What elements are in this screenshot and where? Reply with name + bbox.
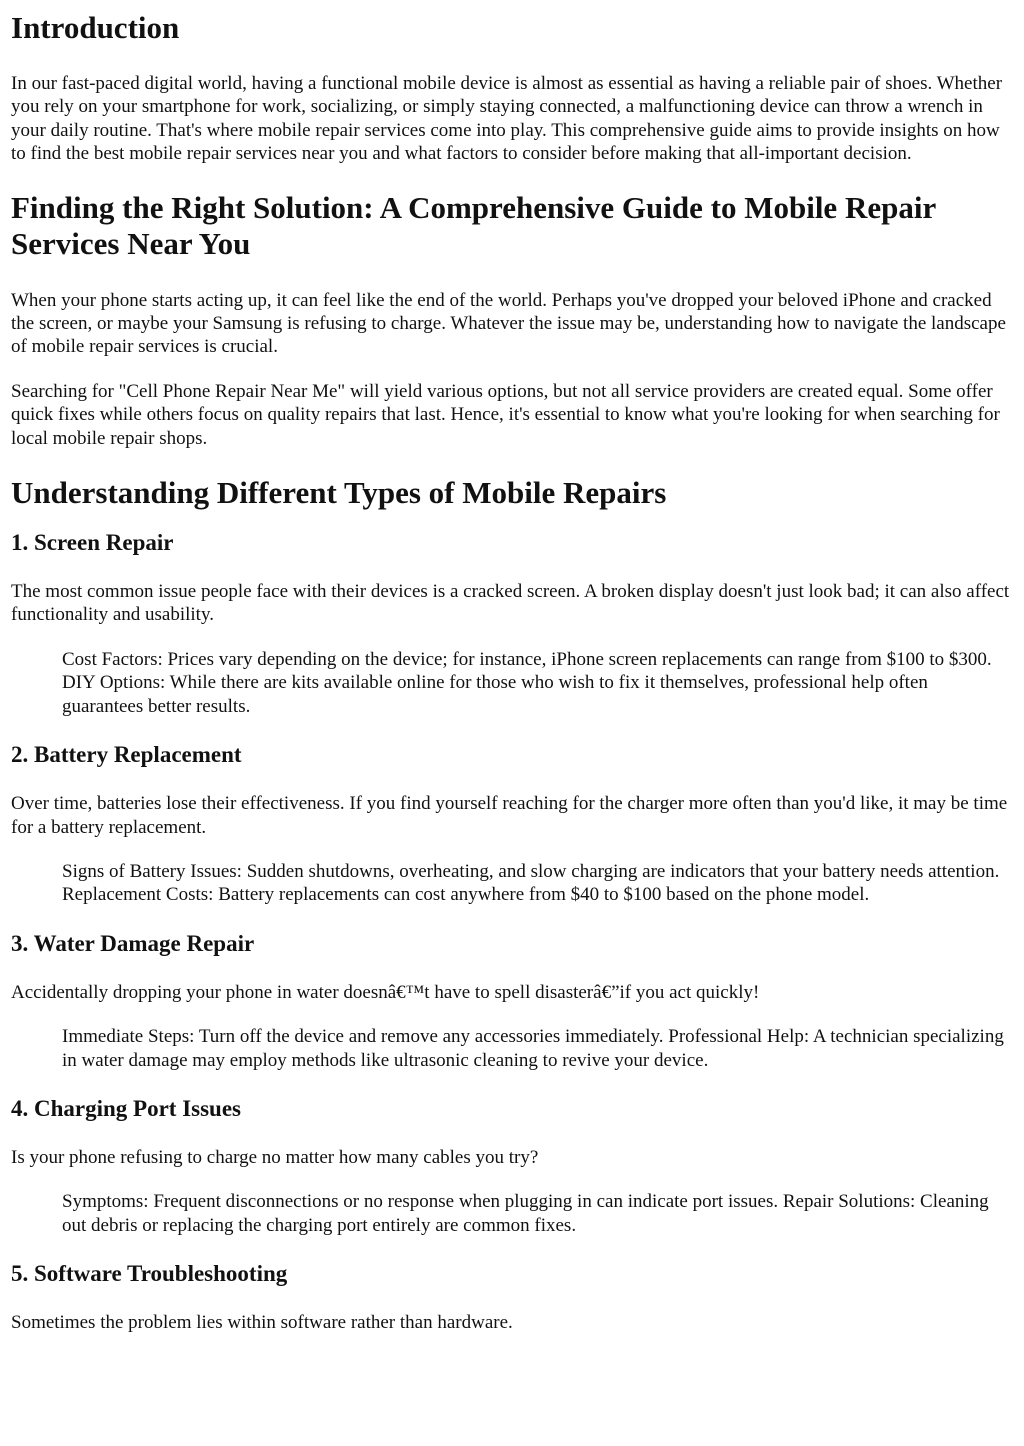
guide-heading: Finding the Right Solution: A Comprehensive Guide to Mobile Repair Services Near You (11, 189, 936, 261)
section-note-water-damage: Immediate Steps: Turn off the device and remove any accessories immediately. Professional Help: A technician specializing in water damage may employ methods like ultrasonic cleaning to revive your device. (62, 1026, 1004, 1071)
section-title-charging-port: 4. Charging Port Issues (11, 1095, 242, 1121)
section-note-charging-port: Symptoms: Frequent disconnections or no response when plugging in can indicate port issues. Repair Solutions: Cleaning out debris or replacing the charging port entirely are common fixes. (62, 1191, 989, 1236)
section-body-battery-replacement: Over time, batteries lose their effectiveness. If you find yourself reaching for the charger more often than you'd like, it may be time for a battery replacement. (11, 793, 1008, 838)
section-body-screen-repair: The most common issue people face with their devices is a cracked screen. A broken display doesn't just look bad; it can also affect functionality and usability. (11, 581, 1010, 626)
section-note-battery-replacement: Signs of Battery Issues: Sudden shutdowns, overheating, and slow charging are indicators that your battery needs attention. Replacement Costs: Battery replacements can cost anywhere from $40 to $100 based on the phone model. (62, 860, 1000, 906)
section-body-charging-port: Is your phone refusing to charge no matter how many cables you try? (11, 1146, 539, 1168)
section-title-water-damage: 3. Water Damage Repair (11, 930, 255, 956)
section-body-water-damage: Accidentally dropping your phone in water doesnâ€™t have to spell disasterâ€”if you act quickly! (11, 981, 760, 1003)
guide-paragraph-1: When your phone starts acting up, it can feel like the end of the world. Perhaps you've dropped your beloved iPhone and cracked the screen, or maybe your Samsung is refusing to charge. Whatever the issue may be, understanding how to navigate the landscape of mobile repair services is crucial. (11, 289, 1006, 358)
section-title-software: 5. Software Troubleshooting (11, 1261, 288, 1287)
section-title-battery-replacement: 2. Battery Replacement (11, 742, 242, 768)
intro-heading: Introduction (11, 10, 180, 45)
intro-paragraph: In our fast-paced digital world, having a functional mobile device is almost as essential as having a reliable pair of shoes. Whether you rely on your smartphone for work, socializing, or simply staying connected, a malfunctioning device can throw a wrench in your daily routine. That's where mobile repair services come into play. This comprehensive guide aims to provide insights on how to find the best mobile repair services near you and what factors to consider before making that all-important decision. (11, 73, 1003, 165)
types-heading: Understanding Different Types of Mobile Repairs (11, 475, 667, 511)
section-note-screen-repair: Cost Factors: Prices vary depending on the device; for instance, iPhone screen replacements can range from $100 to $300. DIY Options: While there are kits available online for those who wish to fix it themselves, professional help often guarantees better results. (62, 648, 992, 717)
section-body-software: Sometimes the problem lies within software rather than hardware. (11, 1312, 513, 1334)
guide-paragraph-2: Searching for "Cell Phone Repair Near Me" will yield various options, but not all service providers are created equal. Some offer quick fixes while others focus on quality repairs that last. Hence, it's essential to know what you're looking for when searching for local mobile repair shops. (11, 380, 1000, 449)
section-title-screen-repair: 1. Screen Repair (11, 530, 174, 556)
